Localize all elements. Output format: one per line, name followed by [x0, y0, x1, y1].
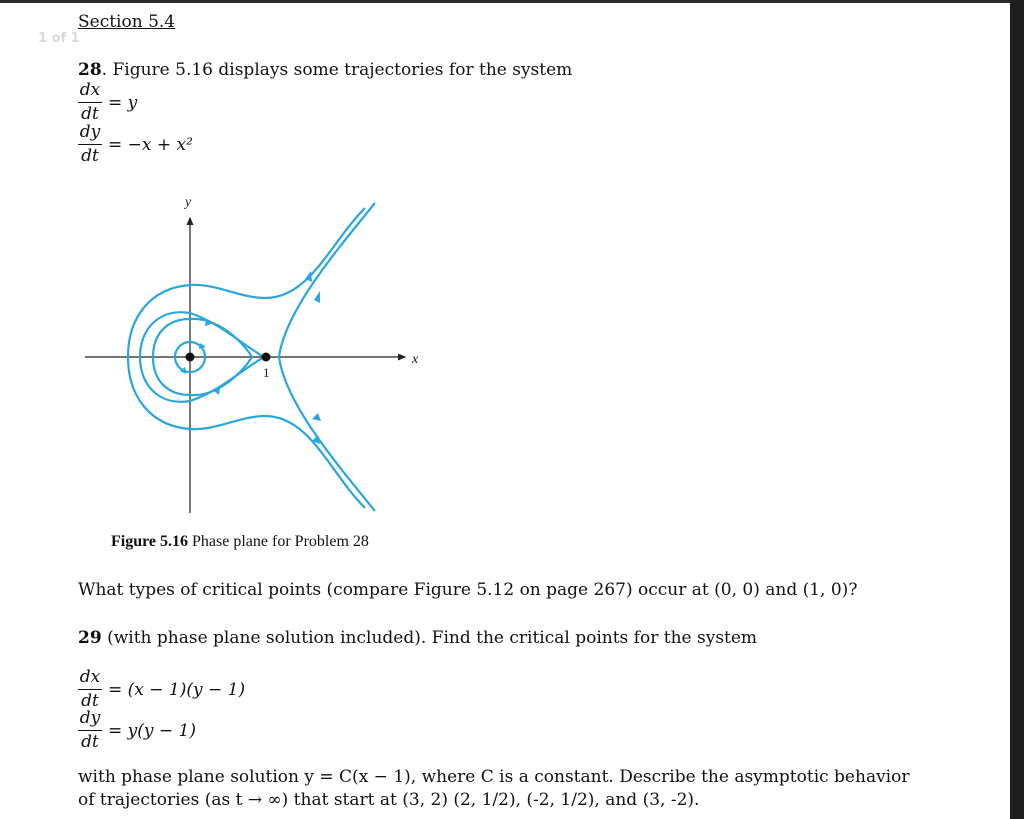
tick-label-one: 1: [263, 365, 270, 380]
eq28-2-denominator: dt: [81, 146, 99, 166]
problem-28-question: What types of critical points (compare Figure 5.12 on page 267) occur at (0, 0) and (1, 0)?: [78, 580, 858, 600]
eq28-2-fraction: [78, 123, 102, 166]
eq28-1-denominator: dt: [81, 104, 99, 124]
eq29-1-fraction: [78, 668, 102, 711]
section-title: Section 5.4: [78, 12, 176, 32]
problem-29-line-1: with phase plane solution y = C(x − 1), where C is a constant. Describe the asymptotic behavior: [78, 767, 910, 787]
phase-plane-figure: [80, 188, 430, 518]
viewer-scrollbar[interactable]: [1010, 0, 1024, 819]
figure-caption: [111, 533, 369, 551]
problem-28-intro: [78, 60, 572, 80]
eq29-2-denominator: dt: [81, 732, 99, 752]
problem-29-intro: [78, 627, 958, 650]
fraction-bar: [78, 102, 102, 103]
document-page: [0, 3, 1010, 819]
eq28-2-numerator: dy: [79, 122, 101, 142]
x-axis-label: x: [412, 352, 419, 367]
outer-trajectory: [128, 208, 365, 508]
fraction-bar: [78, 730, 102, 731]
fraction-bar: [78, 144, 102, 145]
critical-point-one: [262, 353, 271, 362]
page-indicator: 1 of 1: [38, 31, 80, 46]
eq29-1-numerator: dx: [79, 667, 101, 687]
problem-29-line-2: of trajectories (as t → ∞) that start at (3, 2) (2, 1/2), (-2, 1/2), and (3, -2).: [78, 790, 700, 810]
eq29-1-denominator: dt: [81, 691, 99, 711]
problem-29-number: 29: [78, 628, 102, 648]
eq28-2-rhs: = −x + x²: [108, 135, 193, 155]
arrow-marker: [314, 291, 320, 303]
caption-label: Figure 5.16: [111, 533, 189, 550]
critical-point-origin: [186, 353, 195, 362]
eq28-1-numerator: dx: [79, 80, 101, 100]
eq29-1-rhs: = (x − 1)(y − 1): [108, 680, 246, 700]
fraction-bar: [78, 689, 102, 690]
problem-28-number: 28: [78, 60, 102, 80]
eq29-2-fraction: [78, 709, 102, 752]
arrow-marker: [312, 413, 321, 421]
caption-text: Phase plane for Problem 28: [188, 533, 369, 550]
eq29-2-numerator: dy: [79, 708, 101, 728]
eq28-1-fraction: [78, 81, 102, 124]
y-axis-label: y: [185, 195, 192, 210]
eq29-2-rhs: = y(y − 1): [108, 721, 196, 741]
problem-29-intro-text: (with phase plane solution included). Find the critical points for the system: [101, 628, 758, 648]
eq28-1-rhs: = y: [108, 93, 138, 113]
problem-28-intro-text: . Figure 5.16 displays some trajectories for the system: [101, 60, 573, 80]
